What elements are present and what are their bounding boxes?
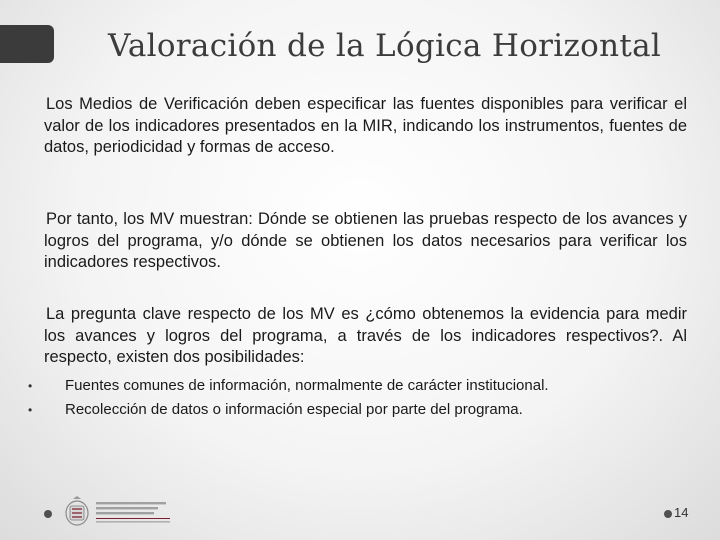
- bullet-icon: •: [28, 403, 33, 417]
- bullet-icon: •: [28, 379, 33, 393]
- list-item: [28, 374, 688, 398]
- government-seal-icon: [60, 494, 180, 528]
- paragraph-verification-means: Los Medios de Verificación deben especificar las fuentes disponibles para verificar el valor de los indicadores presentados en la MIR, indicando los instrumentos, fuentes de datos, periodicidad y formas de acceso.: [44, 95, 687, 156]
- list-item-text: Fuentes comunes de información, normalmente de carácter institucional.: [65, 377, 549, 394]
- footer-dot-right: [664, 510, 672, 518]
- list-item-text: Recolección de datos o información especial por parte del programa.: [65, 401, 523, 418]
- footer-dot-left: [44, 510, 52, 518]
- page-number: 14: [674, 505, 689, 520]
- paragraph-key-question: La pregunta clave respecto de los MV es ¿cómo obtenemos la evidencia para medir los avances y logros del programa, a través de los indicadores respectivos?. Al respecto, existen dos posibilidades:: [44, 305, 687, 366]
- list-item: [28, 398, 688, 422]
- paragraph-mv-show: Por tanto, los MV muestran: Dónde se obtienen las pruebas respecto de los avances y logros del programa, y/o dónde se obtienen los datos necesarios para verificar los indicadores respectivos.: [44, 210, 687, 271]
- title-accent-tab: [0, 25, 54, 63]
- slide-title: Valoración de la Lógica Horizontal: [108, 28, 662, 64]
- possibilities-list: [28, 374, 688, 422]
